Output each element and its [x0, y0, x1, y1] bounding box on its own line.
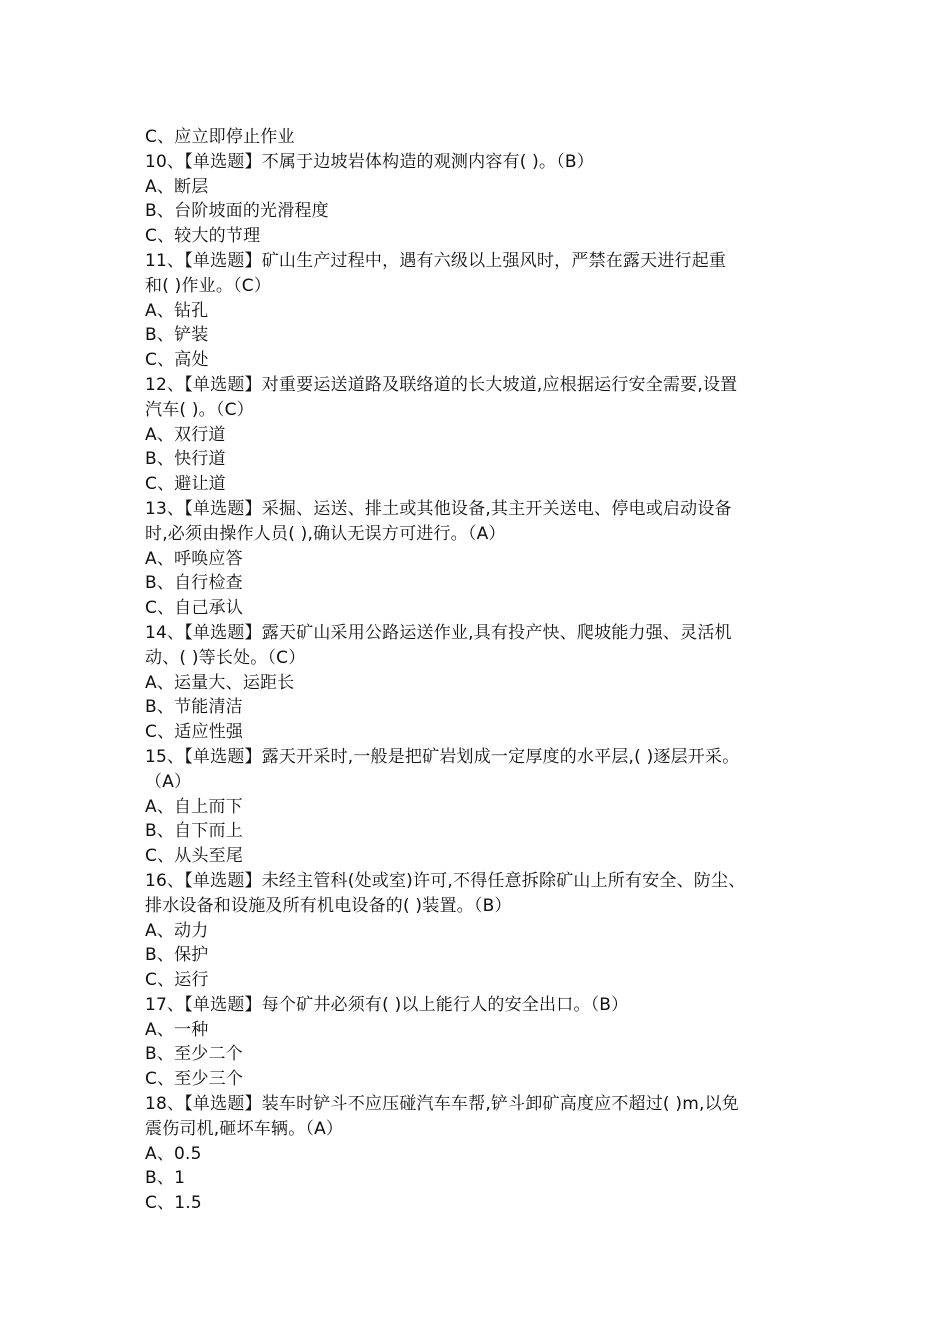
question-12-cont: 汽车( )。（C）	[145, 399, 254, 420]
option-c-q9: C、应立即停止作业	[145, 127, 295, 147]
option-a-q16: A、动力	[145, 920, 209, 941]
option-c-q15: C、从头至尾	[145, 846, 244, 867]
question-17: 17、【单选题】每个矿井必须有( )以上能行人的安全出口。（B）	[145, 994, 629, 1015]
option-c-q10: C、较大的节理	[145, 226, 261, 247]
option-a-q11: A、钻孔	[145, 300, 209, 321]
question-12: 12、【单选题】对重要运送道路及联络道的长大坡道,应根据运行安全需要,设置	[145, 374, 738, 395]
option-c-q12: C、避让道	[145, 474, 226, 495]
option-a-q10: A、断层	[145, 176, 209, 197]
question-list	[145, 125, 825, 1216]
option-b-q15: B、自下而上	[145, 821, 243, 842]
option-a-q13: A、呼唤应答	[145, 548, 243, 569]
option-b-q10: B、台阶坡面的光滑程度	[145, 201, 329, 222]
question-18-cont: 震伤司机,砸坏车辆。（A）	[145, 1118, 344, 1139]
question-18: 18、【单选题】装车时铲斗不应压碰汽车车帮,铲斗卸矿高度应不超过( )m,以免	[145, 1094, 739, 1115]
option-b-q13: B、自行检查	[145, 573, 243, 594]
question-15: 15、【单选题】露天开采时,一般是把矿岩划成一定厚度的水平层,( )逐层开采。	[145, 746, 740, 767]
option-b-q16: B、保护	[145, 945, 209, 966]
option-b-q14: B、节能清洁	[145, 697, 243, 718]
option-a-q17: A、一种	[145, 1019, 209, 1040]
option-b-q17: B、至少二个	[145, 1044, 243, 1065]
question-11-cont: 和( )作业。（C）	[145, 275, 272, 296]
option-b-q11: B、铲装	[145, 325, 209, 346]
option-a-q12: A、双行道	[145, 424, 226, 445]
question-14-cont: 动、( )等长处。（C）	[145, 647, 306, 668]
question-13: 13、【单选题】采掘、运送、排土或其他设备,其主开关送电、停电或启动设备	[145, 498, 732, 519]
question-14: 14、【单选题】露天矿山采用公路运送作业,具有投产快、爬坡能力强、灵活机	[145, 622, 732, 643]
option-a-q14: A、运量大、运距长	[145, 672, 295, 693]
question-15-cont: （A）	[145, 771, 192, 792]
option-a-q15: A、自上而下	[145, 796, 243, 817]
option-b-q12: B、快行道	[145, 449, 226, 470]
option-c-q17: C、至少三个	[145, 1069, 244, 1090]
question-13-cont: 时,必须由操作人员( ),确认无误方可进行。（A）	[145, 523, 506, 544]
option-a-q18: A、0.5	[145, 1143, 202, 1164]
option-c-q11: C、高处	[145, 350, 209, 371]
question-16-cont: 排水设备和设施及所有机电设备的( )装置。（B）	[145, 895, 512, 916]
question-11: 11、【单选题】矿山生产过程中，遇有六级以上强风时，严禁在露天进行起重	[145, 250, 727, 271]
option-b-q18: B、1	[145, 1168, 186, 1189]
option-c-q16: C、运行	[145, 970, 209, 991]
option-c-q13: C、自己承认	[145, 598, 244, 619]
question-16: 16、【单选题】未经主管科(处或室)许可,不得任意拆除矿山上所有安全、防尘、	[145, 870, 746, 891]
option-c-q14: C、适应性强	[145, 722, 244, 743]
question-10: 10、【单选题】不属于边坡岩体构造的观测内容有( )。（B）	[145, 151, 594, 172]
option-c-q18: C、1.5	[145, 1193, 202, 1214]
